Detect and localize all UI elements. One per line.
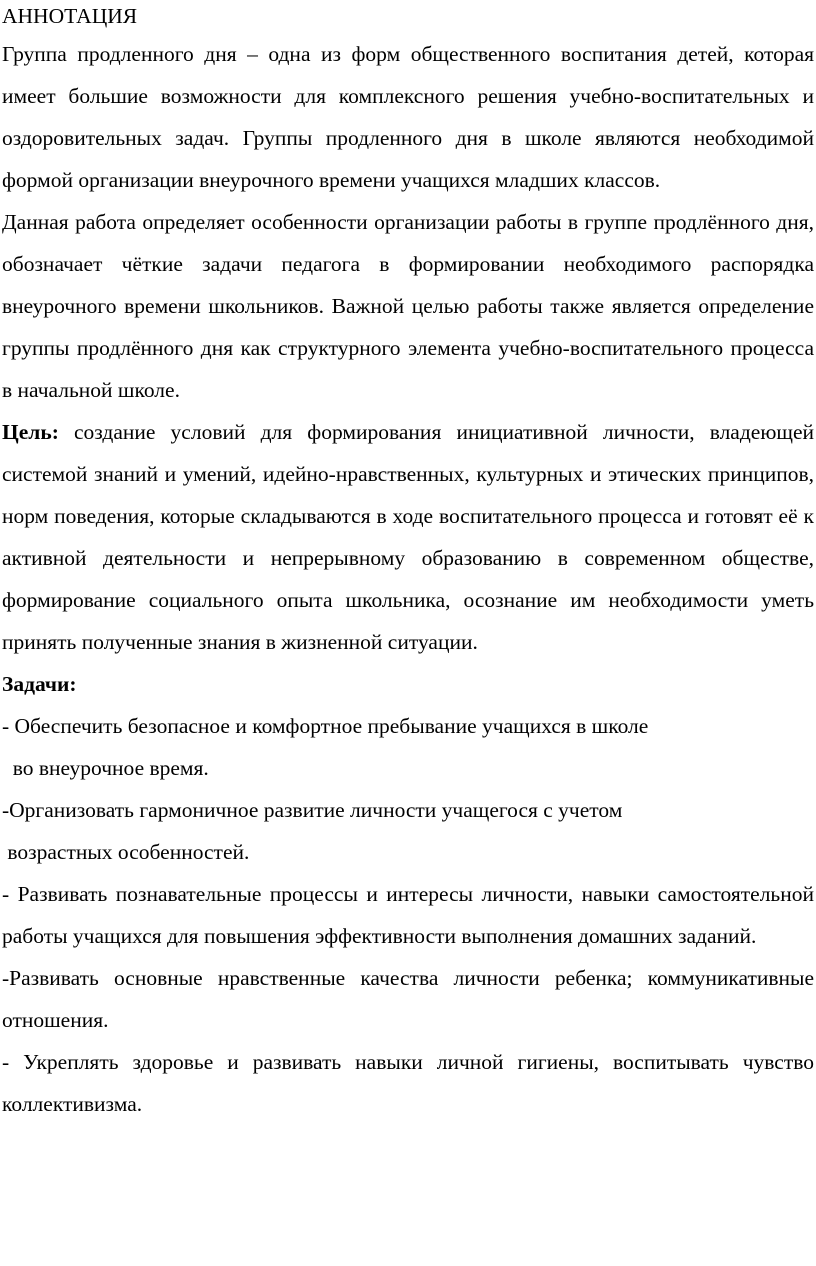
task-item-4: -Развивать основные нравственные качества личности ребенка; коммуникативные отношения. bbox=[2, 966, 814, 1032]
task-item-2-line-2: возрастных особенностей. bbox=[2, 840, 250, 864]
paragraph-work-description: Данная работа определяет особенности организации работы в группе продлённого дня, обозначает чёткие задачи педагога в формировании необходимого распорядка внеурочного времени школьников. Важной целью работы также является определение группы продлённого дня как структурного элемента учебно-воспитательного процесса в начальной школе. bbox=[2, 210, 814, 402]
task-item-5: - Укреплять здоровье и развивать навыки личной гигиены, воспитывать чувство коллективизма. bbox=[2, 1050, 814, 1116]
tasks-label: Задачи: bbox=[2, 672, 77, 696]
goal-label: Цель: bbox=[2, 420, 59, 444]
document-title: АННОТАЦИЯ bbox=[2, 4, 138, 28]
paragraph-intro: Группа продленного дня – одна из форм общественного воспитания детей, которая имеет большие возможности для комплексного решения учебно-воспитательных и оздоровительных задач. Группы продленного дня в школе являются необходимой формой организации внеурочного времени учащихся младших классов. bbox=[2, 42, 814, 192]
task-item-1-line-1: - Обеспечить безопасное и комфортное пребывание учащихся в школе bbox=[2, 714, 649, 738]
task-item-1-line-2: во внеурочное время. bbox=[2, 756, 209, 780]
goal-paragraph bbox=[2, 411, 814, 663]
task-item-2-line-1: -Организовать гармоничное развитие личности учащегося с учетом bbox=[2, 798, 623, 822]
goal-text: создание условий для формирования инициативной личности, владеющей системой знаний и умений, идейно-нравственных, культурных и этических принципов, норм поведения, которые складываются в ходе воспитательного процесса и готовят её к активной деятельности и непрерывному образованию в современном обществе, формирование социального опыта школьника, осознание им необходимости уметь принять полученные знания в жизненной ситуации. bbox=[2, 420, 814, 654]
task-item-3: - Развивать познавательные процессы и интересы личности, навыки самостоятельной работы учащихся для повышения эффективности выполнения домашних заданий. bbox=[2, 882, 814, 948]
